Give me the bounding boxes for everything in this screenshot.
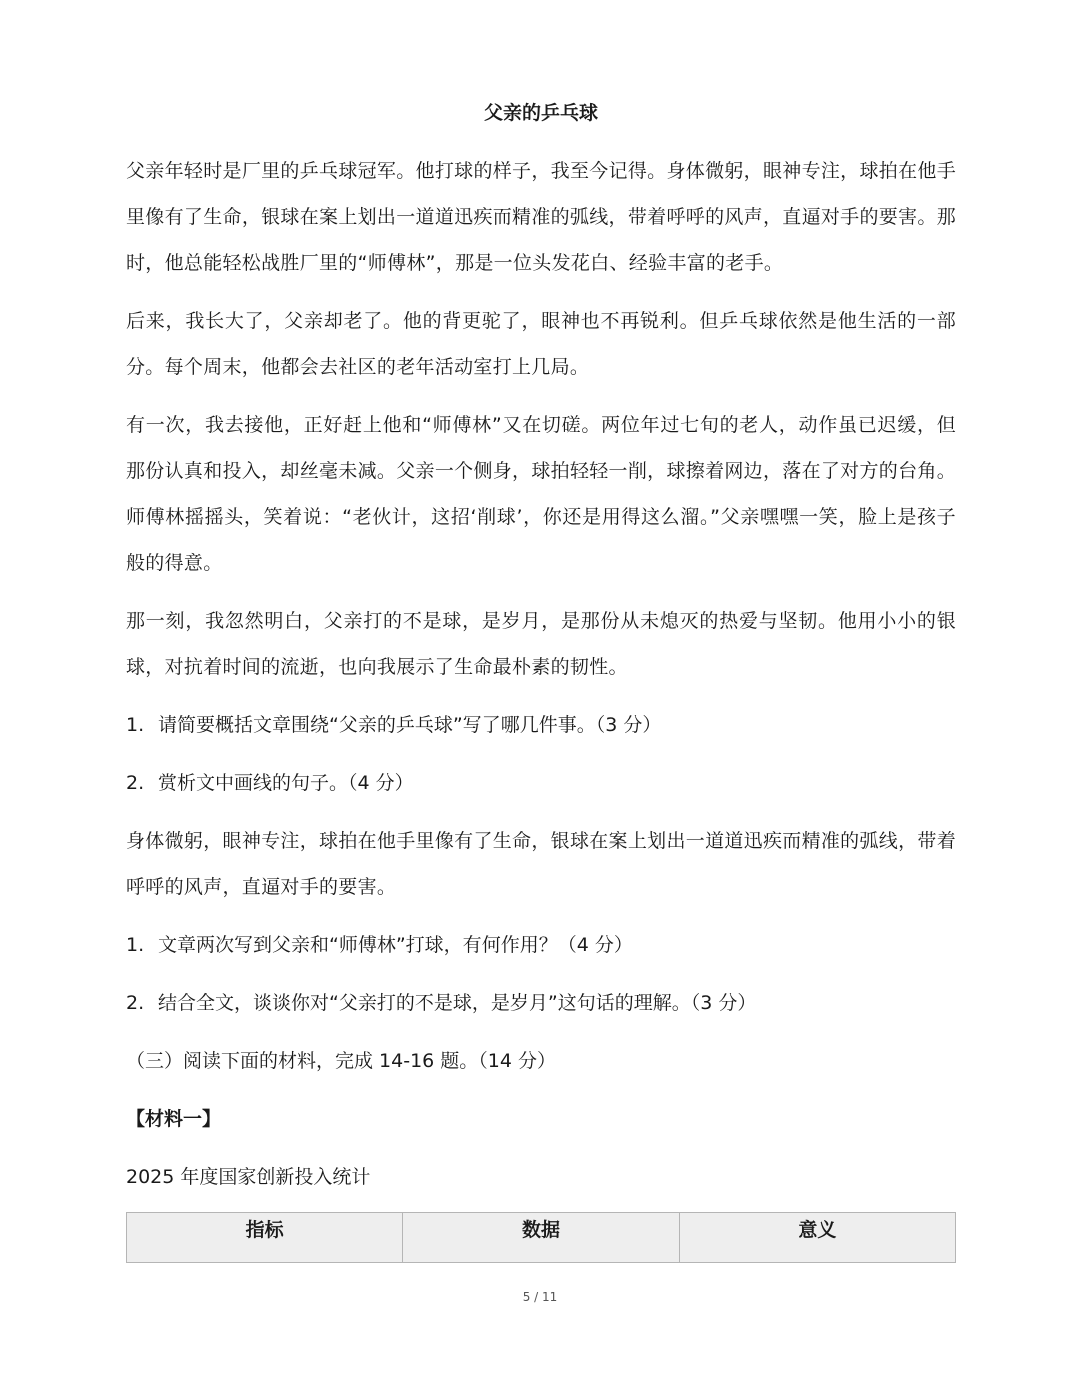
- article-paragraph-2: 后来，我长大了，父亲却老了。他的背更驼了，眼神也不再锐利。但乒乓球依然是他生活的一部分。每个周末，他都会去社区的老年活动室打上几局。: [126, 310, 956, 378]
- table-caption: 2025 年度国家创新投入统计: [126, 1166, 371, 1188]
- table-header-cell: 指标: [127, 1213, 403, 1263]
- section-heading: （三）阅读下面的材料，完成 14-16 题。（14 分）: [126, 1050, 557, 1072]
- question-item: [126, 922, 956, 968]
- question-number: 2.: [126, 992, 145, 1014]
- question-item: [126, 760, 956, 806]
- question-text: 文章两次写到父亲和“师傅林”打球，有何作用？（4 分）: [158, 934, 633, 956]
- question-item: [126, 702, 956, 748]
- table-header-cell: 意义: [679, 1213, 955, 1263]
- stats-table: [126, 1212, 956, 1263]
- page-number: 5 / 11: [522, 1290, 558, 1304]
- material-label: 【材料一】: [126, 1108, 222, 1130]
- quoted-sentence: 身体微躬，眼神专注，球拍在他手里像有了生命，银球在案上划出一道道迅疾而精准的弧线，带着呼呼的风声，直逼对手的要害。: [126, 830, 956, 898]
- question-number: 1.: [126, 934, 145, 956]
- table-header-row: [127, 1213, 956, 1263]
- question-text: 结合全文，谈谈你对“父亲打的不是球，是岁月”这句话的理解。（3 分）: [158, 992, 757, 1014]
- question-item: [126, 980, 956, 1026]
- article-paragraph-4: 那一刻，我忽然明白，父亲打的不是球，是岁月，是那份从未熄灭的热爱与坚韧。他用小小的银球，对抗着时间的流逝，也向我展示了生命最朴素的韧性。: [126, 610, 956, 678]
- question-number: 1.: [126, 714, 145, 736]
- article-title: 父亲的乒乓球: [483, 102, 598, 124]
- question-text: 赏析文中画线的句子。（4 分）: [158, 772, 414, 794]
- article-paragraph-1: 父亲年轻时是厂里的乒乓球冠军。他打球的样子，我至今记得。身体微躬，眼神专注，球拍在他手里像有了生命，银球在案上划出一道道迅疾而精准的弧线，带着呼呼的风声，直逼对手的要害。那时，他总能轻松战胜厂里的“师傅林”，那是一位头发花白、经验丰富的老手。: [126, 160, 956, 274]
- question-number: 2.: [126, 772, 145, 794]
- page-content: [126, 96, 956, 1263]
- article-paragraph-3: 有一次，我去接他，正好赶上他和“师傅林”又在切磋。两位年过七旬的老人，动作虽已迟缓，但那份认真和投入，却丝毫未减。父亲一个侧身，球拍轻轻一削，球擦着网边，落在了对方的台角。师傅林摇摇头，笑着说：“老伙计，这招‘削球’，你还是用得这么溜。”父亲嘿嘿一笑，脸上是孩子般的得意。: [126, 414, 956, 574]
- question-text: 请简要概括文章围绕“父亲的乒乓球”写了哪几件事。（3 分）: [158, 714, 662, 736]
- table-header-cell: 数据: [403, 1213, 679, 1263]
